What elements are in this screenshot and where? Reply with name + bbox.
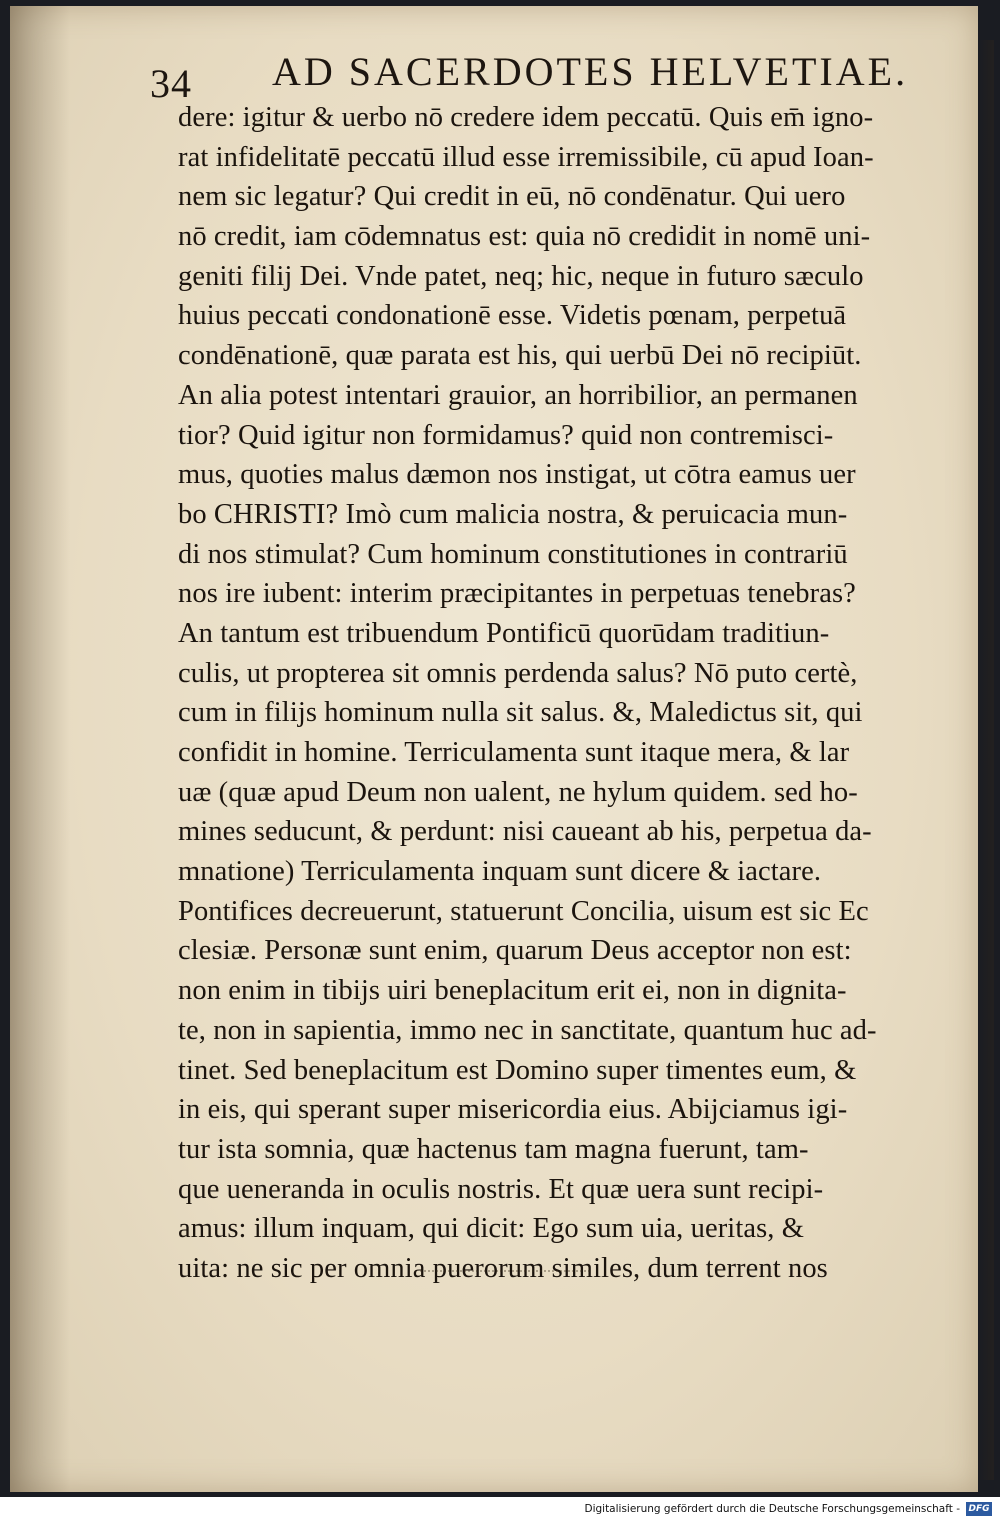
text-line: cum in filijs hominum nulla sit salus. &, Maledictus sit, qui xyxy=(178,697,863,729)
faint-rule xyxy=(420,1270,590,1274)
text-line: nō credit, iam cōdemnatus est: quia nō credidit in nomē uni- xyxy=(178,221,871,253)
text-line: Pontifices decreuerunt, statuerunt Concilia, uisum est sic Ec xyxy=(178,895,869,927)
dfg-logo: DFG xyxy=(966,1502,992,1516)
page-number: 34 xyxy=(150,61,192,106)
text-line: dere: igitur & uerbo nō credere idem peccatū. Quis em̄ igno- xyxy=(178,102,874,133)
text-line: mines seducunt, & perdunt: nisi caueant ab his, perpetua da- xyxy=(178,816,872,848)
text-line: in eis, qui sperant super misericordia eius. Abijciamus igi- xyxy=(178,1094,848,1126)
page-edge-shadow xyxy=(978,40,994,1480)
text-line: mnatione) Terriculamenta inquam sunt dicere & iactare. xyxy=(178,856,822,888)
text-line: An tantum est tribuendum Pontificū quorūdam traditiun- xyxy=(178,617,830,649)
text-line: bo CHRISTI? Imò cum malicia nostra, & peruicacia mun- xyxy=(178,498,848,530)
gutter-shadow xyxy=(10,6,70,1492)
text-line: rat infidelitatē peccatū illud esse irremissibile, cū apud Ioan- xyxy=(178,141,874,173)
digitization-footer xyxy=(0,1497,1000,1523)
text-line: culis, ut propterea sit omnis perdenda salus? Nō puto certè, xyxy=(178,657,858,689)
text-line: condēnationē, quæ parata est his, qui uerbū Dei nō recipiūt. xyxy=(178,340,862,372)
text-line: clesiæ. Personæ sunt enim, quarum Deus acceptor non est: xyxy=(178,935,852,967)
text-line: que ueneranda in oculis nostris. Et quæ uera sunt recipi- xyxy=(178,1173,824,1205)
text-line: uæ (quæ apud Deum non ualent, ne hylum quidem. sed ho- xyxy=(178,776,858,808)
text-line: tior? Quid igitur non formidamus? quid non contremisci- xyxy=(178,419,834,451)
text-line: huius peccati condonationē esse. Videtis pœnam, perpetuā xyxy=(178,300,847,332)
text-line: geniti filij Dei. Vnde patet, neq; hic, neque in futuro sæculo xyxy=(178,260,864,292)
text-line: tur ista somnia, quæ hactenus tam magna fuerunt, tam- xyxy=(178,1133,809,1165)
funding-credit: Digitalisierung gefördert durch die Deutsche Forschungsgemeinschaft - xyxy=(584,1503,960,1515)
text-line: nos ire iubent: interim præcipitantes in perpetuas tenebras? xyxy=(178,578,856,610)
text-line: di nos stimulat? Cum hominum constitutiones in contrariū xyxy=(178,538,848,570)
text-line: non enim in tibijs uiri beneplacitum erit ei, non in dignita- xyxy=(178,975,847,1007)
text-line: te, non in sapientia, immo nec in sanctitate, quantum huc ad- xyxy=(178,1014,877,1046)
text-line: nem sic legatur? Qui credit in eū, nō condēnatur. Qui uero xyxy=(178,181,846,213)
body-text xyxy=(178,98,943,1289)
text-line: tinet. Sed beneplacitum est Domino super timentes eum, & xyxy=(178,1054,857,1086)
running-head: AD SACERDOTES HELVETIAE. xyxy=(272,49,909,94)
text-line: uita: ne sic per omnia puerorum similes, dum terrent nos xyxy=(178,1252,828,1284)
text-line: amus: illum inquam, qui dicit: Ego sum uia, ueritas, & xyxy=(178,1213,804,1245)
text-line: confidit in homine. Terriculamenta sunt itaque mera, & lar xyxy=(178,737,850,768)
text-line: mus, quoties malus dæmon nos instigat, ut cōtra eamus uer xyxy=(178,459,856,491)
text-line: An alia potest intentari grauior, an horribilior, an permanen xyxy=(178,379,858,411)
